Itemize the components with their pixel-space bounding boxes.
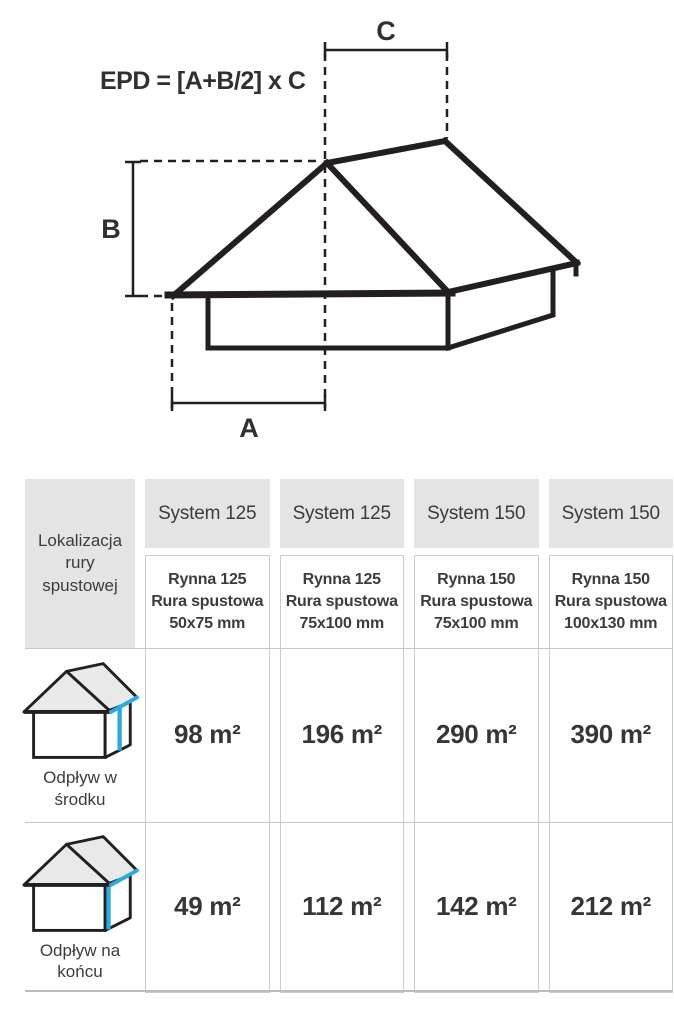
size-spec: 50x75 mm <box>169 614 246 632</box>
house-end-drain-icon <box>22 833 138 935</box>
system-subheader <box>550 556 673 648</box>
column-body <box>414 555 539 993</box>
dimension-lines <box>125 42 447 411</box>
dashed-construction-lines <box>140 53 447 409</box>
capacity-value: 98 m² <box>174 719 241 750</box>
system-header: System 125 <box>145 479 270 548</box>
system-header: System 125 <box>280 479 405 548</box>
size-spec: 75x100 mm <box>434 614 519 632</box>
column-body <box>280 555 405 993</box>
corner-header-label: Lokalizacja rury spustowej <box>37 531 123 595</box>
column-system-125-a <box>145 479 270 993</box>
row-label-line2: środku <box>54 789 106 809</box>
size-spec: 100x130 mm <box>564 614 658 632</box>
gutter-spec: Rynna 125 <box>302 570 381 588</box>
column-downpipe-location <box>25 479 135 993</box>
house-outline <box>168 141 577 348</box>
system-subheader <box>281 556 404 648</box>
row-label-text <box>40 940 120 983</box>
gutter-spec: Rynna 150 <box>571 570 650 588</box>
capacity-value: 196 m² <box>301 719 383 750</box>
row-label-text <box>43 767 117 810</box>
drainage-capacity-table <box>25 479 673 993</box>
epd-roof-diagram <box>0 0 674 465</box>
downpipe-spec: Rura spustowa <box>285 592 398 610</box>
system-header: System 150 <box>414 479 539 548</box>
gutter-spec: Rynna 125 <box>168 570 247 588</box>
row-label-middle-drain <box>25 648 135 822</box>
row-label-line2: końcu <box>57 962 103 981</box>
epd-formula: EPD = [A+B/2] x C <box>100 67 306 95</box>
column-system-150-a <box>414 479 539 993</box>
dim-label-b: B <box>101 214 121 244</box>
row-divider <box>25 648 673 649</box>
system-subheader <box>415 556 538 648</box>
row-divider <box>25 822 673 823</box>
column-body <box>145 555 270 993</box>
capacity-value: 112 m² <box>302 891 382 922</box>
size-spec: 75x100 mm <box>299 614 384 632</box>
column-system-150-b <box>549 479 674 993</box>
dim-label-a: A <box>239 413 259 443</box>
house-middle-drain-icon <box>22 660 138 762</box>
dim-label-c: C <box>376 16 396 46</box>
capacity-value: 290 m² <box>435 719 517 750</box>
table-corner-header <box>25 479 135 648</box>
system-subheader <box>146 556 269 648</box>
capacity-value: 390 m² <box>570 719 652 750</box>
gutter-spec: Rynna 150 <box>437 570 516 588</box>
downpipe-spec: Rura spustowa <box>151 592 264 610</box>
column-system-125-b <box>280 479 405 993</box>
table-bottom-border <box>25 990 673 992</box>
downpipe-spec: Rura spustowa <box>420 592 533 610</box>
capacity-value: 212 m² <box>570 891 652 922</box>
row-label-end-drain <box>25 822 135 993</box>
system-header: System 150 <box>549 479 674 548</box>
row-label-line1: Odpływ na <box>39 940 121 960</box>
row-label-line1: Odpływ w <box>43 768 117 788</box>
column-body <box>549 555 674 993</box>
downpipe-spec: Rura spustowa <box>554 592 667 610</box>
capacity-value: 142 m² <box>435 891 517 922</box>
capacity-value: 49 m² <box>174 891 241 922</box>
